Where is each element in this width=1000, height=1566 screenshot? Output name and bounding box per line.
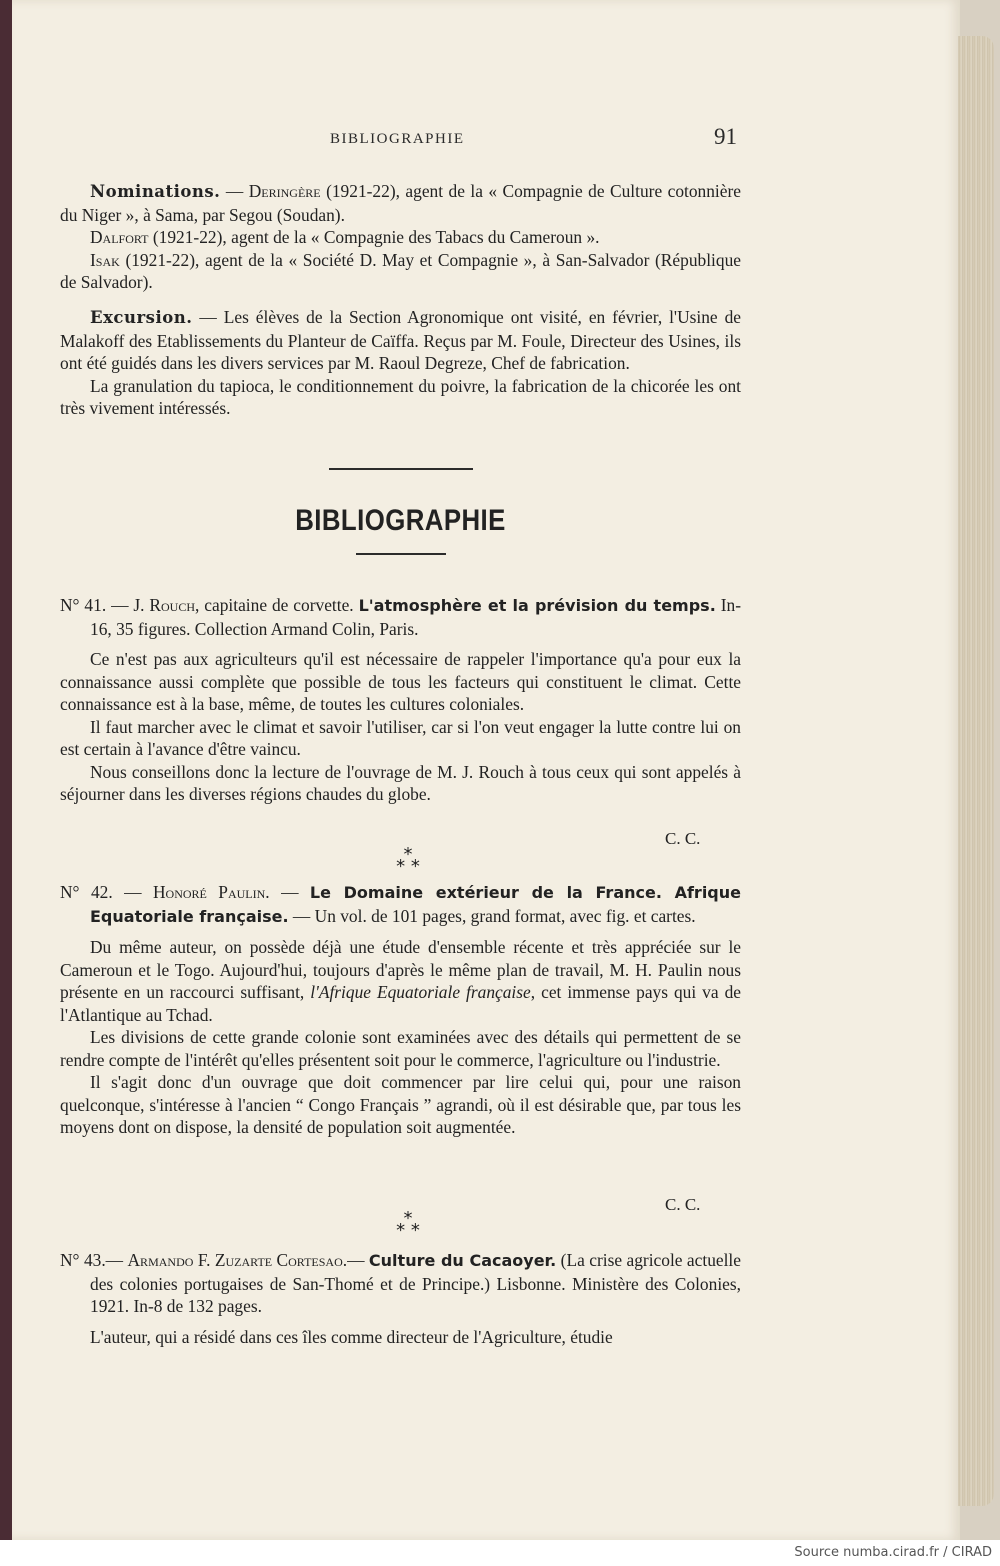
entry-author-suffix: .— xyxy=(342,1250,369,1270)
nominee-name: Deringère xyxy=(248,181,321,201)
source-credit: Source numba.cirad.fr / CIRAD xyxy=(794,1545,992,1560)
entry-details: In-16, 35 figures. Collection Armand Colin, Paris. xyxy=(90,595,741,639)
entry-author: Armando F. Zuzarte Cortesao xyxy=(127,1250,343,1270)
asterism-divider xyxy=(388,844,428,877)
review-italic-title: l'Afrique Equatoriale française xyxy=(310,982,531,1002)
entry-number: N° 43.— xyxy=(60,1250,128,1270)
review-paragraph: Il faut marcher avec le climat et savoir l'utiliser, car si l'on veut engager la lutte contre lui on est certain à l'avance d'être vaincu. xyxy=(60,716,741,759)
reviewer-signature: C. C. xyxy=(665,1195,701,1214)
review-text: Du même auteur, on possède déjà une étude d'ensemble récente et très appréciée sur le Cameroun et le Togo. Aujourd'hui, toujours d'après le même plan de travail, M. H. Paulin nous présente en un raccourci suffisant, xyxy=(60,937,741,1002)
nomination-text: (1921-22), agent de la « Compagnie des Tabacs du Cameroun ». xyxy=(148,227,600,247)
review-paragraph: Il s'agit donc d'un ouvrage que doit commencer par lire celui qui, pour une raison quelconque, s'intéresse à l'ancien “ Congo Français ” agrandi, où il est désirable que, par tous les moyens dont on dispose, la densité de population soit augmentée. xyxy=(60,1072,741,1137)
page-number: 91 xyxy=(714,124,737,149)
reviewer-signature: C. C. xyxy=(665,829,701,848)
asterism-star: * xyxy=(410,1220,420,1241)
section-title: BIBLIOGRAPHIE xyxy=(295,504,506,537)
nominee-name: Dalfort xyxy=(90,227,149,247)
asterism-star: * xyxy=(410,856,420,877)
excursion-text: La granulation du tapioca, le conditionnement du poivre, la fabrication de la chicorée les ont très vivement intéressés. xyxy=(60,375,741,418)
book-binding xyxy=(0,0,12,1540)
asterism-divider xyxy=(388,1208,428,1241)
entry-author-suffix: . — xyxy=(265,882,310,902)
asterism-star: * xyxy=(403,1208,413,1229)
entry-author: Honoré Paulin xyxy=(152,882,266,902)
excursion-text: — Les élèves de la Section Agronomique ont visité, en février, l'Usine de Malakoff des Etablissements du Planteur de Caïffa. Reçus par M. Foule, Directeur des Usines, ils ont été guidés dans les divers services par M. Raoul Degreze, Chef de fabrication. xyxy=(60,307,741,373)
bibliography-entry-43 xyxy=(60,1249,741,1348)
review-paragraph: Ce n'est pas aux agriculteurs qu'il est nécessaire de rappeler l'importance qu'a pour eux la connaissance aussi complète que possible de tous les facteurs qui constituent le climat. Cette connaissance est à la base, même, de toutes les cultures coloniales. xyxy=(60,649,741,714)
nominations-section xyxy=(60,180,741,294)
entry-title: Le Domaine extérieur de la France. Afrique Equatoriale française. xyxy=(90,883,741,926)
section-divider xyxy=(329,468,473,470)
nominations-dash: — xyxy=(220,181,249,201)
review-paragraph: L'auteur, qui a résidé dans ces îles comme directeur de l'Agriculture, étudie xyxy=(90,1326,613,1347)
running-head: BIBLIOGRAPHIE xyxy=(330,131,465,147)
asterism-star: * xyxy=(403,844,413,865)
entry-title: Culture du Cacaoyer. xyxy=(368,1251,557,1270)
nomination-text: (1921-22), agent de la « Société D. May et Compagnie », à San-Salvador (République de Salvador). xyxy=(60,249,741,292)
excursion-heading: Excursion. xyxy=(90,308,193,327)
entry-title: L'atmosphère et la prévision du temps. xyxy=(358,596,716,615)
entry-author: J. Rouch xyxy=(133,595,196,615)
nomination-text: (1921-22), agent de la « Compagnie de Culture cotonnière du Niger », à Sama, par Segou (Soudan). xyxy=(60,181,741,225)
entry-number: N° 41. — xyxy=(60,595,134,615)
nominations-heading: Nominations. xyxy=(90,182,221,201)
bibliography-entry-42 xyxy=(60,881,741,1139)
review-paragraph: Nous conseillons donc la lecture de l'ouvrage de M. J. Rouch à tous ceux qui sont appelés à séjourner dans les diverses régions chaudes du globe. xyxy=(60,761,741,804)
asterism-star: * xyxy=(396,856,406,877)
nominee-name: Isak xyxy=(90,249,120,270)
bibliography-entry-41 xyxy=(60,594,741,806)
review-paragraph xyxy=(60,936,741,1026)
entry-number: N° 42. — xyxy=(60,882,153,902)
entry-details: (La crise agricole actuelle des colonies portugaises de San-Thomé et de Principe.) Lisbonne. Ministère des Colonies, 1921. In-8 de 132 pages. xyxy=(90,1250,741,1316)
page-stack-edge xyxy=(958,36,994,1506)
entry-author-suffix: , capitaine de corvette. xyxy=(195,595,359,615)
entry-details: — Un vol. de 101 pages, grand format, avec fig. et cartes. xyxy=(288,905,696,926)
title-underline xyxy=(356,553,446,555)
review-text: , cet immense pays qui va de l'Atlantique au Tchad. xyxy=(60,982,741,1025)
review-paragraph: Les divisions de cette grande colonie sont examinées avec des détails qui permettent de se rendre compte de l'intérêt qu'elles présentent soit pour le commerce, l'agriculture ou l'industrie. xyxy=(60,1027,741,1070)
asterism-star: * xyxy=(396,1220,406,1241)
excursion-section xyxy=(60,306,741,420)
